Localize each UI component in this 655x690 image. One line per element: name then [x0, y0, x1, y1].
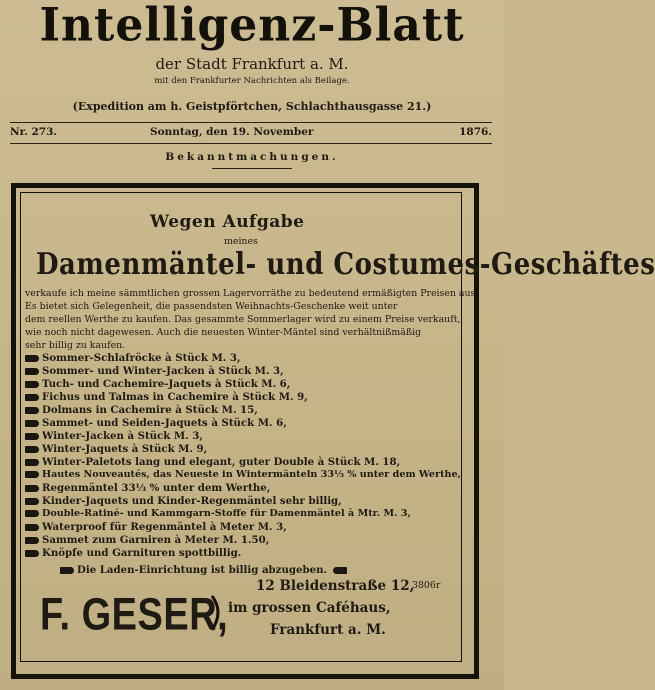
issue-year: 1876.: [459, 126, 492, 138]
ad-item-text: Waterproof für Regenmäntel à Meter M. 3,: [42, 521, 287, 533]
ad-item-text: Sommer- und Winter-Jacken à Stück M. 3,: [42, 365, 284, 377]
ad-address-city: Frankfurt a. M.: [270, 622, 386, 638]
issue-number: Nr. 273.: [10, 126, 58, 138]
masthead-title: Intelligenz-Blatt: [39, 0, 465, 53]
ad-intro-line: verkaufe ich meine sämmtlichen grossen Lagervorräthe zu bedeutend ermäßigten Preisen aus.: [25, 288, 479, 299]
ad-item-text: Dolmans in Cachemire à Stück M. 15,: [42, 404, 258, 416]
ad-heading-business: Damenmäntel- und Costumes-Geschäftes: [36, 247, 655, 283]
ad-address-building: im grossen Caféhaus,: [228, 600, 391, 616]
ad-item-text: Winter-Jaquets à Stück M. 9,: [42, 443, 208, 455]
ad-closing-text: Die Laden-Einrichtung ist billig abzugeben.: [77, 564, 328, 576]
masthead-subtitle: der Stadt Frankfurt a. M.: [155, 55, 349, 73]
ad-intro-line: sehr billig zu kaufen.: [25, 340, 126, 351]
masthead-supplement: mit den Frankfurter Nachrichten als Beilage.: [154, 76, 350, 86]
ad-item-text: Tuch- und Cachemire-Jaquets à Stück M. 6,: [42, 378, 291, 390]
ad-heading-reason: Wegen Aufgabe: [150, 212, 305, 232]
ad-intro-line: wie noch nicht dagewesen. Auch die neuesten Winter-Mäntel sind verhältnißmäßig: [25, 327, 422, 338]
ad-merchant-name: F. GESER,: [40, 589, 229, 641]
ad-item-text: Winter-Paletots lang und elegant, guter Double à Stück M. 18,: [42, 456, 401, 468]
ad-meines: meines: [224, 236, 258, 247]
ad-item-text: Regenmäntel 33⅓ % unter dem Werthe,: [42, 482, 271, 494]
ad-item-text: Knöpfe und Garnituren spottbillig.: [42, 547, 242, 559]
ad-code: 3806r: [412, 580, 441, 591]
ad-address-street: 12 Bleidenstraße 12,: [256, 578, 415, 594]
ad-item-text: Hautes Nouveautés, das Neueste in Wintermänteln 33⅓ % unter dem Werthe,: [42, 469, 461, 480]
ad-item-text: Sommer-Schlafröcke à Stück M. 3,: [42, 352, 241, 364]
ad-item-text: Kinder-Jaquets und Kinder-Regenmäntel sehr billig,: [42, 495, 342, 507]
section-heading: Bekanntmachungen.: [165, 151, 339, 163]
ad-item-text: Winter-Jacken à Stück M. 3,: [42, 430, 203, 442]
ad-item-text: Double-Ratiné- und Kammgarn-Stoffe für Damenmäntel à Mtr. M. 3,: [42, 508, 411, 519]
masthead-expedition: (Expedition am h. Geistpförtchen, Schlachthausgasse 21.): [72, 100, 432, 113]
ad-intro-line: Es bietet sich Gelegenheit, die passendsten Weihnachts-Geschenke weit unter: [25, 301, 398, 312]
brace-ornament: [212, 596, 218, 630]
ad-item-text: Sammet- und Seiden-Jaquets à Stück M. 6,: [42, 417, 287, 429]
ad-item-text: Fichus und Talmas in Cachemire à Stück M. 9,: [42, 391, 308, 403]
ad-intro-line: dem reellen Werthe zu kaufen. Das gesammte Sommerlager wird zu einem Preise verkauft,: [25, 314, 461, 325]
issue-date: Sonntag, den 19. November: [150, 126, 314, 138]
ad-item-text: Sammet zum Garniren à Meter M. 1.50,: [42, 534, 270, 546]
